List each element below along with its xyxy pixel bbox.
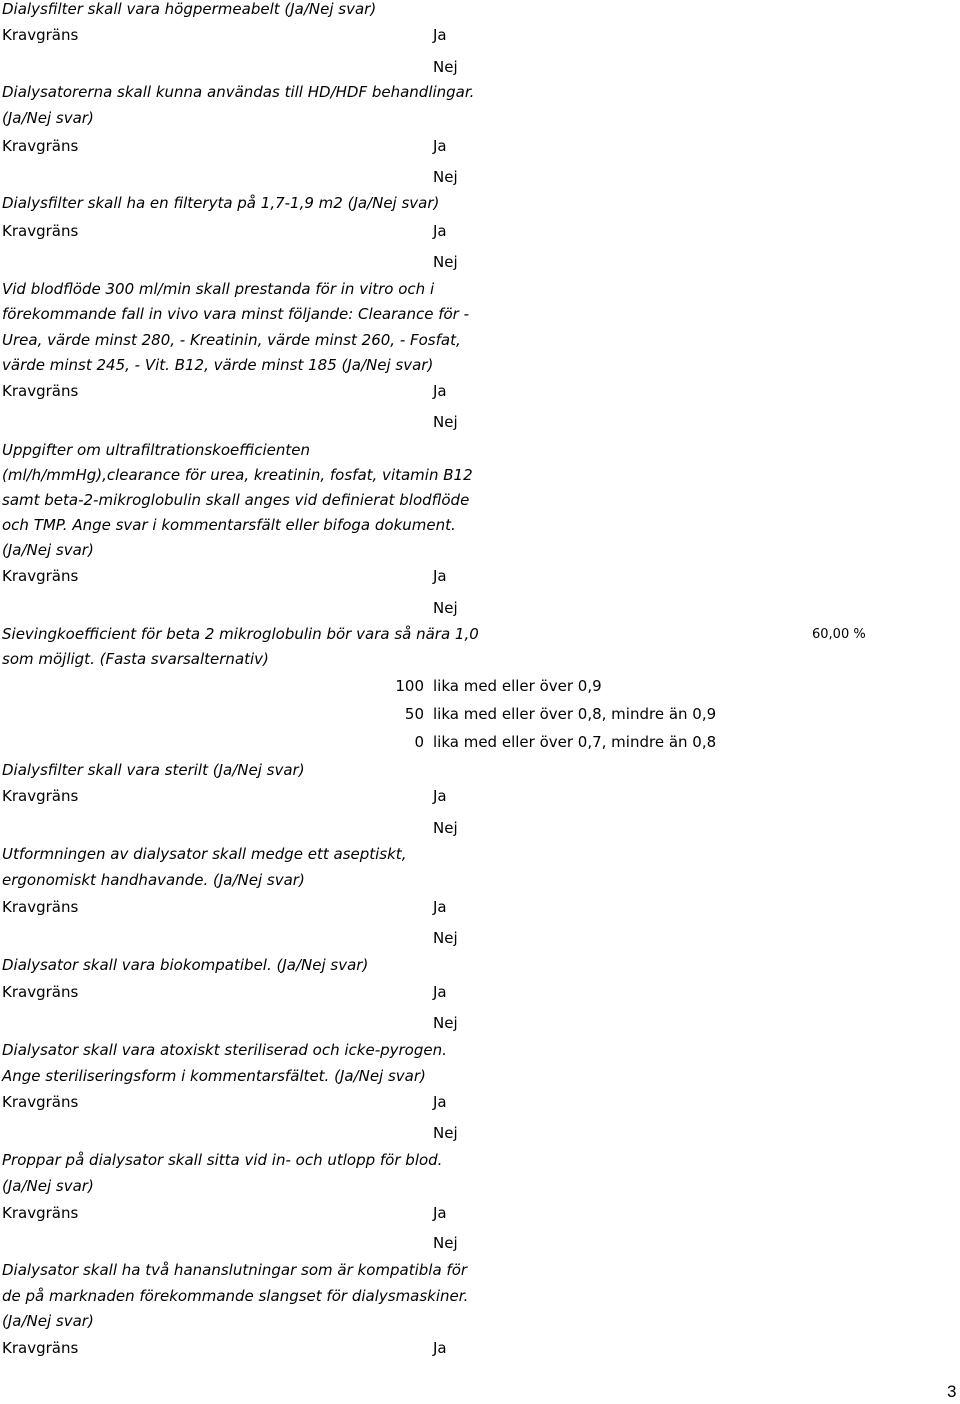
question-text: (Ja/Nej svar) — [2, 1312, 94, 1330]
kravgrans-label: Kravgräns — [2, 787, 79, 805]
question-text: (Ja/Nej svar) — [2, 1177, 94, 1195]
question-text: Utformningen av dialysator skall medge ett aseptiskt, — [2, 845, 407, 863]
kravgrans-label: Kravgräns — [2, 1093, 79, 1111]
question-text: Urea, värde minst 280, - Kreatinin, värde minst 260, - Fosfat, — [2, 331, 461, 349]
answer-nej[interactable]: Nej — [433, 413, 458, 431]
answer-ja[interactable]: Ja — [433, 983, 447, 1001]
question-text: och TMP. Ange svar i kommentarsfält eller bifoga dokument. — [2, 516, 456, 534]
question-text: förekommande fall in vivo vara minst följande: Clearance för - — [2, 305, 470, 323]
answer-nej[interactable]: Nej — [433, 253, 458, 271]
kravgrans-label: Kravgräns — [2, 1339, 79, 1357]
question-text: Dialysator skall ha två hananslutningar som är kompatibla för — [2, 1261, 468, 1279]
kravgrans-label: Kravgräns — [2, 222, 79, 240]
answer-ja[interactable]: Ja — [433, 567, 447, 585]
answer-nej[interactable]: Nej — [433, 168, 458, 186]
answer-nej[interactable]: Nej — [433, 929, 458, 947]
kravgrans-label: Kravgräns — [2, 26, 79, 44]
option-score: 0 — [414, 733, 424, 751]
page-number: 3 — [947, 1382, 957, 1401]
question-text: Dialysator skall vara atoxiskt steriliserad och icke-pyrogen. — [2, 1041, 447, 1059]
question-text: Vid blodflöde 300 ml/min skall prestanda för in vitro och i — [2, 280, 435, 298]
option-score: 50 — [404, 705, 424, 723]
answer-ja[interactable]: Ja — [433, 137, 447, 155]
option-label[interactable]: lika med eller över 0,7, mindre än 0,8 — [433, 733, 717, 751]
answer-ja[interactable]: Ja — [433, 1204, 447, 1222]
answer-nej[interactable]: Nej — [433, 1014, 458, 1032]
question-text: Proppar på dialysator skall sitta vid in- och utlopp för blod. — [2, 1151, 443, 1169]
question-text: samt beta-2-mikroglobulin skall anges vid definierat blodflöde — [2, 491, 470, 509]
answer-nej[interactable]: Nej — [433, 58, 458, 76]
question-text: Dialysfilter skall vara högpermeabelt (Ja/Nej svar) — [2, 0, 377, 18]
question-text: Uppgifter om ultrafiltrationskoefficienten — [2, 441, 311, 459]
question-text: Dialysator skall vara biokompatibel. (Ja/Nej svar) — [2, 956, 369, 974]
answer-nej[interactable]: Nej — [433, 1234, 458, 1252]
kravgrans-label: Kravgräns — [2, 1204, 79, 1222]
question-text: (Ja/Nej svar) — [2, 109, 94, 127]
question-text: Ange steriliseringsform i kommentarsfältet. (Ja/Nej svar) — [2, 1067, 426, 1085]
question-text: som möjligt. (Fasta svarsalternativ) — [2, 650, 269, 668]
kravgrans-label: Kravgräns — [2, 382, 79, 400]
answer-nej[interactable]: Nej — [433, 599, 458, 617]
option-label[interactable]: lika med eller över 0,9 — [433, 677, 602, 695]
kravgrans-label: Kravgräns — [2, 137, 79, 155]
answer-ja[interactable]: Ja — [433, 787, 447, 805]
question-text: Dialysatorerna skall kunna användas till HD/HDF behandlingar. — [2, 83, 475, 101]
answer-ja[interactable]: Ja — [433, 1339, 447, 1357]
question-text: ergonomiskt handhavande. (Ja/Nej svar) — [2, 871, 305, 889]
answer-nej[interactable]: Nej — [433, 1124, 458, 1142]
option-label[interactable]: lika med eller över 0,8, mindre än 0,9 — [433, 705, 717, 723]
weight-percent: 60,00 % — [812, 627, 866, 642]
question-text: Sievingkoefficient för beta 2 mikroglobulin bör vara så nära 1,0 — [2, 625, 479, 643]
answer-ja[interactable]: Ja — [433, 1093, 447, 1111]
question-text: värde minst 245, - Vit. B12, värde minst 185 (Ja/Nej svar) — [2, 356, 434, 374]
question-text: Dialysfilter skall vara sterilt (Ja/Nej svar) — [2, 761, 305, 779]
answer-ja[interactable]: Ja — [433, 26, 447, 44]
answer-ja[interactable]: Ja — [433, 222, 447, 240]
question-text: de på marknaden förekommande slangset för dialysmaskiner. — [2, 1287, 469, 1305]
question-text: Dialysfilter skall ha en filteryta på 1,7-1,9 m2 (Ja/Nej svar) — [2, 194, 440, 212]
kravgrans-label: Kravgräns — [2, 983, 79, 1001]
question-text: (ml/h/mmHg),clearance för urea, kreatinin, fosfat, vitamin B12 — [2, 466, 473, 484]
answer-ja[interactable]: Ja — [433, 382, 447, 400]
kravgrans-label: Kravgräns — [2, 898, 79, 916]
option-score: 100 — [395, 677, 424, 695]
question-text: (Ja/Nej svar) — [2, 541, 94, 559]
answer-nej[interactable]: Nej — [433, 819, 458, 837]
answer-ja[interactable]: Ja — [433, 898, 447, 916]
kravgrans-label: Kravgräns — [2, 567, 79, 585]
